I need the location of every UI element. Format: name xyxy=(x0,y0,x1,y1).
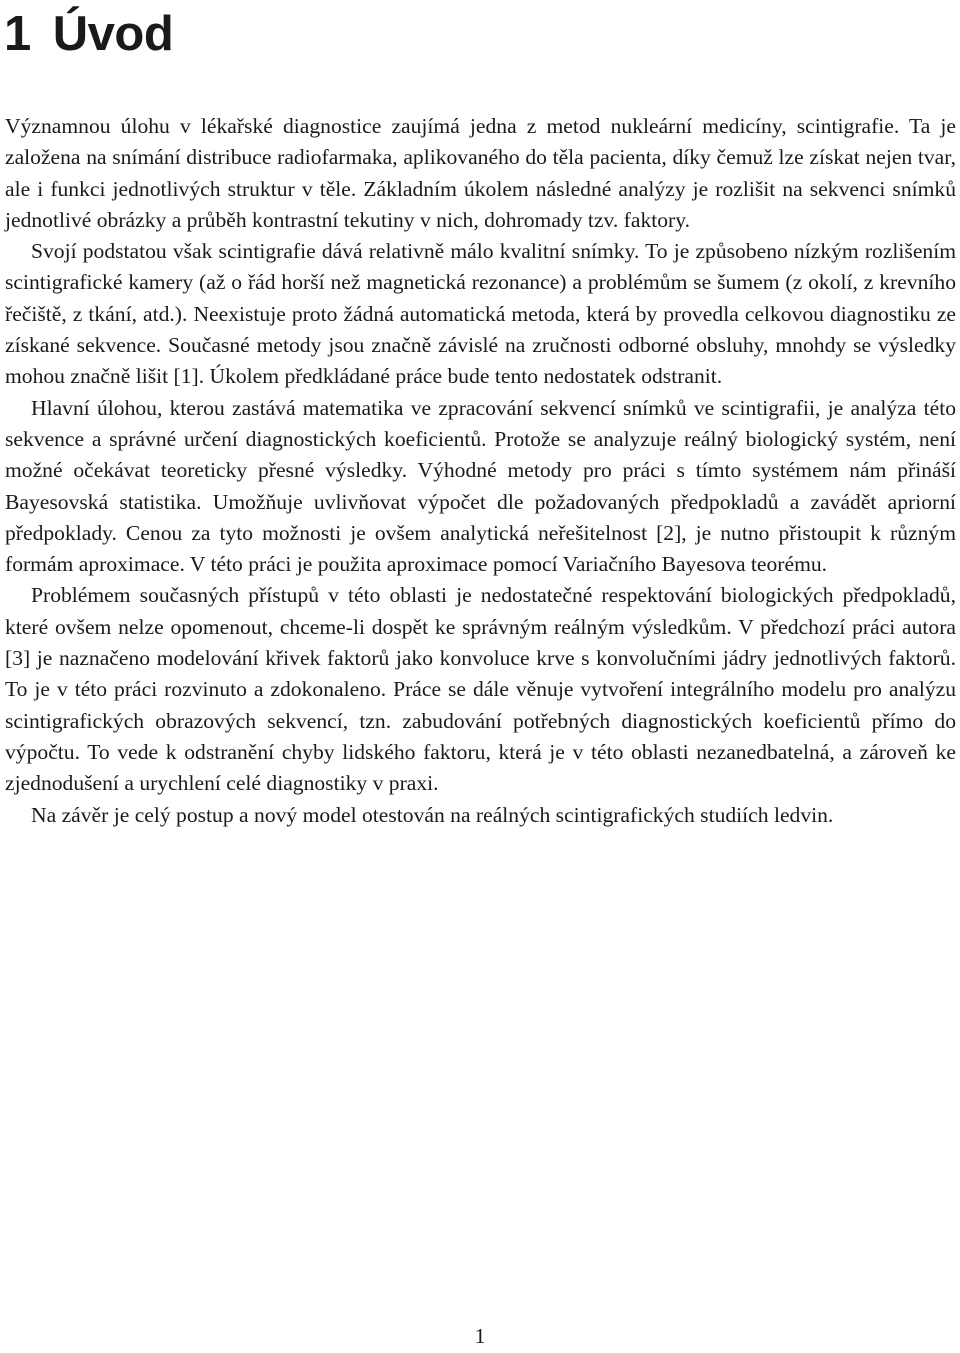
paragraph-image-quality: Svojí podstatou však scintigrafie dává relativně málo kvalitní snímky. To je způsobeno nízkým rozlišením scintigrafické kamery (až o řád horší než magnetická rezonance) a problémům se šumem (z okolí, z krevního řečiště, z tkání, atd.). Neexistuje proto žádná automatická metoda, která by provedla celkovou diagnostiku ze získané sekvence. Současné metody jsou značně závislé na zručnosti odborné obsluhy, mnohdy se výsledky mohou značně lišit [1]. Úkolem předkládané práce bude tento nedostatek odstranit. xyxy=(5,239,956,389)
paragraph-conclusion: Na závěr je celý postup a nový model otestován na reálných scintigrafických studiích ledvin. xyxy=(31,802,834,827)
page-number: 1 xyxy=(474,1324,486,1348)
chapter-title: Úvod xyxy=(52,7,174,61)
chapter-body xyxy=(5,111,956,831)
chapter-heading xyxy=(4,4,173,64)
paragraph-mathematics: Hlavní úlohou, kterou zastává matematika ve zpracování sekvencí snímků ve scintigrafii, je analýza této sekvence a správné určení diagnostických koeficientů. Protože se analyzuje reálný biologický systém, není možné očekávat teoreticky přesné výsledky. Výhodné metody pro práci s tímto systémem nám přináší Bayesovská statistika. Umožňuje uvlivňovat výpočet dle požadovaných předpokladů a zavádět apriorní předpoklady. Cenou za tyto možnosti je ovšem analytická neřešitelnost [2], je nutno přistoupit k různým formám aproximace. V této práci je použita aproximace pomocí Variačního Bayesova teorému. xyxy=(5,395,956,577)
paragraph-intro: Významnou úlohu v lékařské diagnostice zaujímá jedna z metod nukleární medicíny, scintigrafie. Ta je založena na snímání distribuce radiofarmaka, aplikovaného do těla pacienta, díky čemuž lze získat nejen tvar, ale i funkci jednotlivých struktur v těle. Základním úkolem následné analýzy je rozlišit na sekvenci snímků jednotlivé obrázky a průběh kontrastní tekutiny v nich, dohromady tzv. faktory. xyxy=(5,114,956,232)
paragraph-current-approaches: Problémem současných přístupů v této oblasti je nedostatečné respektování biologických předpokladů, které ovšem nelze opomenout, chceme-li dospět ke správným reálným výsledkům. V předchozí práci autora [3] je naznačeno modelování křivek faktorů jako konvoluce krve s konvolučními jádry jednotlivých faktorů. To je v této práci rozvinuto a zdokonaleno. Práce se dále věnuje vytvoření integrálního modelu pro analýzu scintigrafických obrazových sekvencí, tzn. zabudování potřebných diagnostických koeficientů přímo do výpočtu. To vede k odstranění chyby lidského faktoru, která je v této oblasti nezanedbatelná, a zároveň ke zjednodušení a urychlení celé diagnostiky v praxi. xyxy=(5,583,956,796)
chapter-number: 1 xyxy=(4,7,31,61)
